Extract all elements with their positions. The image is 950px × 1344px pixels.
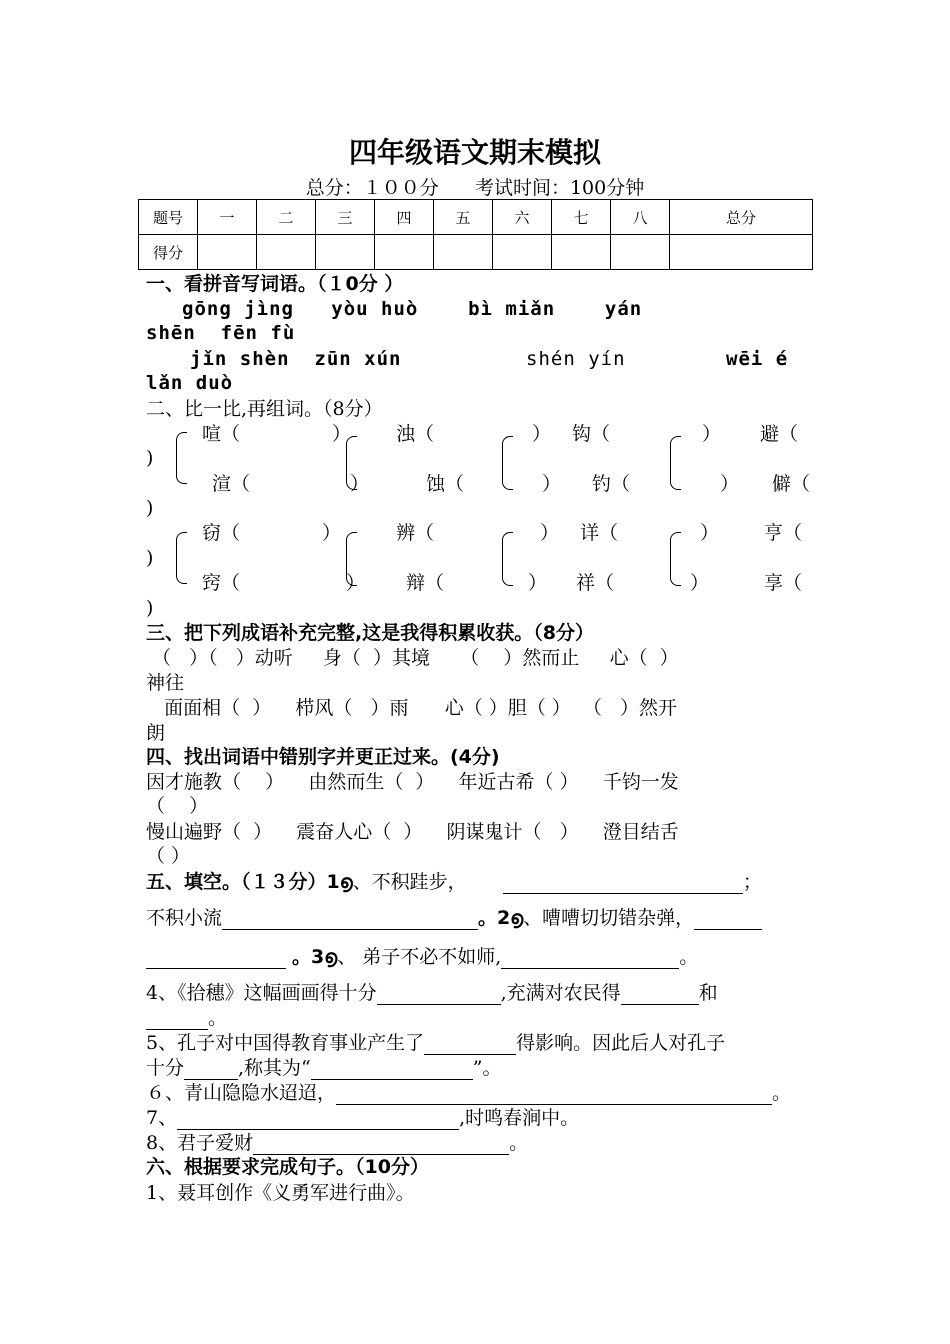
fill-blank-line [146,1081,791,1105]
word-pair-char: 享（ [764,572,803,594]
small-icon: ൭ [510,907,524,929]
word-pair-char: ) [146,597,154,619]
blank-field[interactable] [336,1084,772,1105]
word-pair-char: 辩（ [406,572,445,594]
fill-text: ,充满对农民得 [500,982,621,1004]
word-pair-char: ） [332,423,352,445]
typo-line: 因才施教（ ） 由然而生（ ） 年近古希（ ） 千钧一发 [146,771,679,793]
score-input-cell[interactable] [670,235,813,270]
fill-text: 。 [208,1007,228,1029]
score-input-cell[interactable] [434,235,493,270]
typo-line: （ ） [146,845,191,867]
idiom-line: （ ）（ ）动听 身（ ）其境 （ ）然而止 心（ ） [152,647,679,669]
blank-field[interactable] [424,1034,516,1055]
section-5-heading: 五、填空。（１３分）1 [146,871,340,893]
pinyin-line: jǐn shèn zūn xún [190,348,402,370]
fill-text: 5、孔子对中国得教育事业产生了 [146,1032,425,1054]
word-pair-char: ） [702,423,722,445]
brace-icon [670,532,681,586]
fill-text: 8、君子爱财 [146,1132,254,1154]
fill-text: ,时鸣春涧中。 [459,1107,580,1129]
score-input-cell[interactable] [552,235,611,270]
word-pair-char: ） [540,522,560,544]
fill-blank-line [146,1131,528,1155]
small-icon: ൭ [339,871,353,893]
fill-blank-line [146,1056,502,1080]
table-cell: 得分 [139,235,198,270]
score-table [138,199,813,270]
word-pair-char: ） [528,572,548,594]
word-pair-char: ) [146,547,154,569]
section-4-heading: 四、找出词语中错别字并更正过来。(4分) [146,746,500,768]
blank-field[interactable] [177,1109,459,1130]
word-pair-char: ） [532,423,552,445]
word-pair-char: ） [720,473,740,495]
section-1-heading: 一、看拼音写词语。（１0分 ） [146,273,404,295]
blank-field[interactable] [253,1134,509,1155]
fill-text: 、嘈嘈切切错杂弹， [523,907,695,929]
pinyin-line: gōng jìng yòu huò bì miǎn yán [182,298,643,320]
score-input-cell[interactable] [493,235,552,270]
fill-blank-line [146,981,718,1005]
word-pair-char: ） [542,473,562,495]
fill-text: 。3 [292,946,325,968]
idiom-line: 朗 [146,722,166,744]
word-pair-char: 窍（ [202,572,241,594]
word-pair-char: 钩（ [572,423,611,445]
fill-text: 和 [698,982,718,1004]
idiom-line: 面面相（ ） 栉风（ ）雨 心（ ）胆（ ） （ ）然开 [146,697,677,719]
fill-blank-line [146,1006,227,1030]
table-cell: 三 [316,200,375,235]
table-cell: 一 [198,200,257,235]
word-pair-char: ） [700,522,720,544]
brace-icon [176,432,187,484]
word-pair-char: 僻（ [772,473,811,495]
word-pair-char: 避（ [760,423,799,445]
blank-field[interactable] [146,948,286,969]
page-title: 四年级语文期末模拟 [348,136,601,169]
section-6-heading: 六、根据要求完成句子。（10分） [146,1156,429,1178]
word-pair-char: 祥（ [576,572,615,594]
word-pair-char: 喧（ [202,423,241,445]
fill-text: 7、 [146,1107,178,1129]
score-input-cell[interactable] [611,235,670,270]
pinyin-line: shēn fēn fù [146,322,296,344]
fill-text: ,称其为“ [238,1057,311,1079]
table-cell: 八 [611,200,670,235]
word-pair-char: ） [322,522,342,544]
brace-icon [502,436,513,490]
score-table-score-row [139,235,813,270]
fill-blank-line [146,1106,579,1130]
score-input-cell[interactable] [316,235,375,270]
word-pair-char: ） [350,473,370,495]
word-pair-char: 钓（ [592,473,631,495]
fill-text: 。 [772,1082,792,1104]
fill-text: 十分 [146,1057,185,1079]
word-pair-char: ） [346,572,366,594]
table-cell: 总分 [670,200,813,235]
word-pair-char: ) [146,497,154,519]
table-cell: 四 [375,200,434,235]
fill-text: 不积小流 [146,907,223,929]
score-table-header-row [139,200,813,235]
word-pair-char: 辨（ [396,522,435,544]
fill-text: ； [742,871,762,893]
score-input-cell[interactable] [375,235,434,270]
score-input-cell[interactable] [257,235,316,270]
blank-field[interactable] [222,909,478,930]
word-pair-char: 窃（ [202,522,241,544]
word-pair-char: 渲（ [212,473,251,495]
blank-field[interactable] [184,1059,238,1080]
exam-info: 总分：１００分 考试时间：100分钟 [305,177,645,199]
fill-text: 。2 [478,907,511,929]
blank-field[interactable] [501,948,679,969]
fill-text: 4、《拾穗》这幅画画得十分 [146,982,377,1004]
word-pair-char: 详（ [580,522,619,544]
fill-text: 、不积跬步， [352,871,467,893]
word-pair-char: 亨（ [764,522,803,544]
word-pair-char: 浊（ [396,423,435,445]
section-2-heading: 二、比一比,再组词。（8分） [146,398,383,420]
fill-text: ”。 [472,1057,502,1079]
fill-text: 。 [509,1132,529,1154]
table-cell: 题号 [139,200,198,235]
pinyin-line: wēi é [726,348,789,370]
small-icon: ൭ [324,946,338,968]
table-cell: 七 [552,200,611,235]
word-pair-char: ） [690,572,710,594]
blank-field[interactable] [146,1009,208,1030]
fill-blank-line [146,1031,725,1055]
fill-text: 、 弟子不必不如师, [337,946,502,968]
blank-field[interactable] [377,984,501,1005]
blank-field[interactable] [621,984,699,1005]
blank-field[interactable] [311,1059,473,1080]
blank-field[interactable] [694,909,762,930]
fill-text: 得影响。因此后人对孔子 [516,1032,726,1054]
score-input-cell[interactable] [198,235,257,270]
table-cell: 二 [257,200,316,235]
table-cell: 五 [434,200,493,235]
fill-text: ６、青山隐隐水迢迢， [146,1082,337,1104]
word-pair-char: 蚀（ [426,473,465,495]
typo-line: 慢山遍野（ ） 震奋人心（ ） 阴谋鬼计（ ） 澄目结舌 [146,821,679,843]
blank-field[interactable] [503,873,743,894]
word-pair-char: ) [146,447,154,469]
brace-icon [176,532,187,584]
brace-icon [670,436,681,490]
question-line: 1、聂耳创作《义勇军进行曲》。 [146,1182,415,1204]
fill-blank-line [146,945,698,969]
typo-line: （ ） [146,795,209,817]
fill-blank-line [146,906,762,930]
fill-blank-line [146,870,762,894]
table-cell: 六 [493,200,552,235]
fill-text: 。 [679,946,699,968]
brace-icon [502,532,513,586]
pinyin-line: lǎn duò [146,372,234,394]
idiom-line: 神往 [146,672,185,694]
pinyin-line: shén yín [526,348,626,370]
section-3-heading: 三、把下列成语补充完整,这是我得积累收获。（8分） [146,622,594,644]
